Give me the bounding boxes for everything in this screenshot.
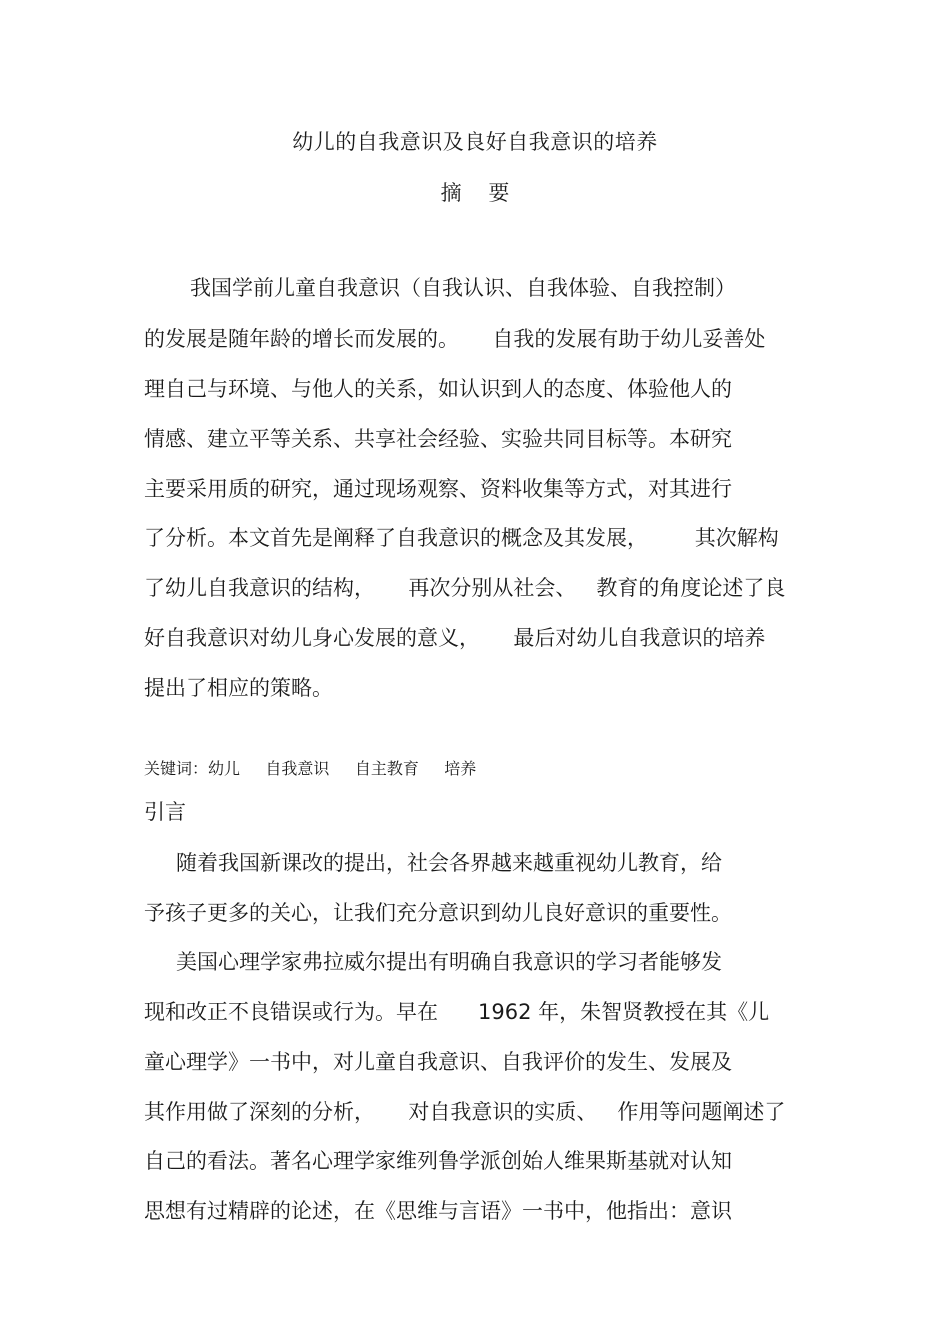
abstract-line: 主要采用质的研究，通过现场观察、资料收集等方式，对其进行 — [144, 477, 732, 501]
intro-line: 随着我国新课改的提出，社会各界越来越重视幼儿教育，给 — [176, 851, 722, 875]
intro-line: 现和改正不良错误或行为。早在 1962 年，朱智贤教授在其《儿 — [144, 1000, 770, 1024]
abstract-line: 理自己与环境、与他人的关系，如认识到人的态度、体验他人的 — [144, 377, 732, 401]
intro-line: 自己的看法。著名心理学家维列鲁学派创始人维果斯基就对认知 — [144, 1149, 732, 1173]
intro-line: 童心理学》一书中，对儿童自我意识、自我评价的发生、发展及 — [144, 1050, 732, 1074]
abstract-line: 情感、建立平等关系、共享社会经验、实验共同目标等。本研究 — [144, 427, 732, 451]
intro-line: 其作用做了深刻的分析， 对自我意识的实质、 作用等问题阐述了 — [144, 1100, 786, 1124]
intro-line: 思想有过精辟的论述，在《思维与言语》一书中，他指出：意识 — [144, 1199, 732, 1223]
abstract-line: 好自我意识对幼儿身心发展的意义， 最后对幼儿自我意识的培养 — [144, 626, 766, 650]
abstract-line: 我国学前儿童自我意识（自我认识、自我体验、自我控制） — [190, 276, 736, 300]
document-title: 幼儿的自我意识及良好自我意识的培养 — [292, 130, 658, 154]
abstract-line: 提出了相应的策略。 — [144, 676, 333, 700]
abstract-heading: 摘 要 — [440, 181, 520, 205]
intro-heading: 引言 — [144, 800, 186, 824]
intro-line: 美国心理学家弗拉威尔提出有明确自我意识的学习者能够发 — [176, 950, 722, 974]
keywords-line: 关键词：幼儿 自我意识 自主教育 培养 — [144, 759, 477, 778]
intro-line: 予孩子更多的关心，让我们充分意识到幼儿良好意识的重要性。 — [144, 901, 732, 925]
abstract-line: 了分析。本文首先是阐释了自我意识的概念及其发展， 其次解构 — [144, 526, 779, 550]
abstract-line: 的发展是随年龄的增长而发展的。 自我的发展有助于幼儿妥善处 — [144, 327, 766, 351]
abstract-line: 了幼儿自我意识的结构， 再次分别从社会、 教育的角度论述了良 — [144, 576, 786, 600]
